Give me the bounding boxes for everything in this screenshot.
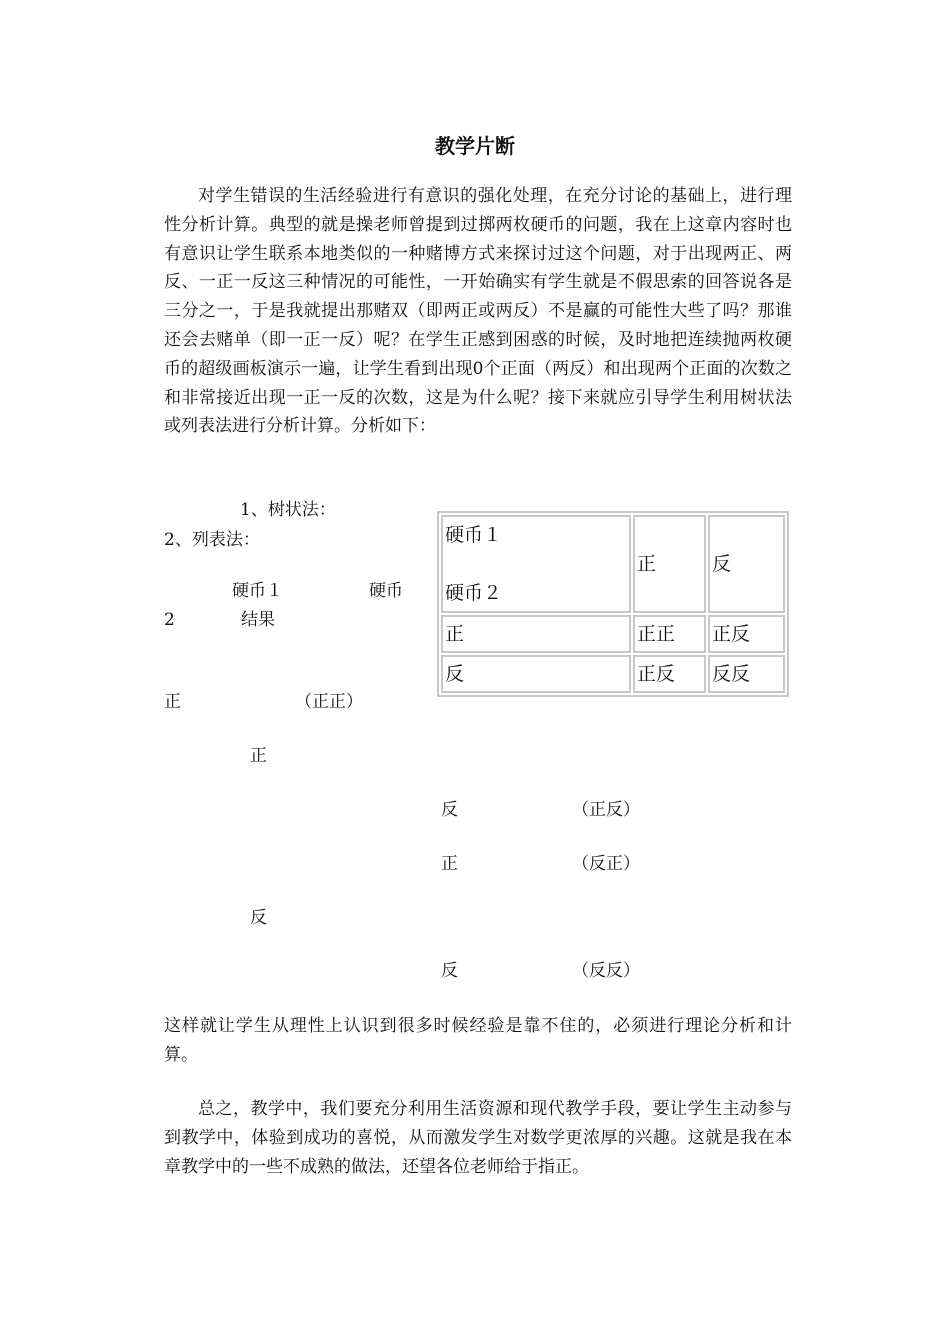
tree-header-result: 结果 xyxy=(241,610,275,630)
tree-method-label: 1、树状法： xyxy=(240,500,336,520)
tree-node-c: 正 xyxy=(441,854,458,874)
tree-node-a: 正 xyxy=(164,692,181,712)
page-title: 教学片断 xyxy=(435,134,515,158)
summary-paragraph: 总之，教学中，我们要充分利用生活资源和现代教学手段，要让学生主动参与到教学中，体验到成功的喜悦，从而激发学生对数学更浓厚的兴趣。这就是我在本章教学中的一些不成熟的做法，还望各位老师给于指正。 xyxy=(164,1099,792,1177)
intro-paragraph: 对学生错误的生活经验进行有意识的强化处理，在充分讨论的基础上，进行理性分析计算。典型的就是操老师曾提到过掷两枚硬币的问题，我在上这章内容时也有意识让学生联系本地类似的一种赌博方式来探讨过这个问题，对于出现两正、两反、一正一反这三种情况的可能性，一开始确实有学生就是不假思索的回答说各是三分之一，于是我就提出那赌双（即两正或两反）不是赢的可能性大些了吗？那谁还会去赌单（即一正一反）呢？在学生正感到困惑的时候，及时地把连续抛两枚硬币的超级画板演示一遍，让学生看到出现0个正面（两反）和出现两个正面的次数之和非常接近出现一正一反的次数，这是为什么呢？接下来就应引导学生利用树状法或列表法进行分析计算。分析如下： xyxy=(164,186,792,437)
table-row-label: 正 xyxy=(441,615,631,653)
tree-result-c: （反正） xyxy=(572,854,640,874)
table-cell: 正反 xyxy=(633,655,706,693)
tree-node-b: 反 xyxy=(441,800,458,820)
tree-result-b: （正反） xyxy=(572,800,640,820)
table-corner-cell xyxy=(441,515,631,613)
tree-level1-bottom: 反 xyxy=(250,908,267,928)
tree-level1-top: 正 xyxy=(250,746,267,766)
tree-header-coin2: 硬币 xyxy=(369,581,403,601)
table-method-label: 2、列表法： xyxy=(164,530,260,550)
table-corner-coin2: 硬币２ xyxy=(445,582,503,604)
table-header-row xyxy=(441,515,785,613)
tree-result-d: （反反） xyxy=(572,961,640,981)
table-row xyxy=(441,615,785,653)
table-cell: 反反 xyxy=(708,655,785,693)
table-row-label: 反 xyxy=(441,655,631,693)
table-corner-coin1: 硬币１ xyxy=(445,524,503,546)
tree-header-coin2-number: 2 xyxy=(164,610,175,630)
table-cell: 正反 xyxy=(708,615,785,653)
tree-header-coin1: 硬币１ xyxy=(232,581,283,601)
table-cell: 正正 xyxy=(633,615,706,653)
table-row xyxy=(441,655,785,693)
table-col-header: 正 xyxy=(633,515,706,613)
tree-result-a: （正正） xyxy=(295,692,363,712)
tree-node-d: 反 xyxy=(441,961,458,981)
table-col-header: 反 xyxy=(708,515,785,613)
outcome-table xyxy=(437,511,789,697)
conclusion-paragraph: 这样就让学生从理性上认识到很多时候经验是靠不住的，必须进行理论分析和计算。 xyxy=(164,1016,792,1065)
